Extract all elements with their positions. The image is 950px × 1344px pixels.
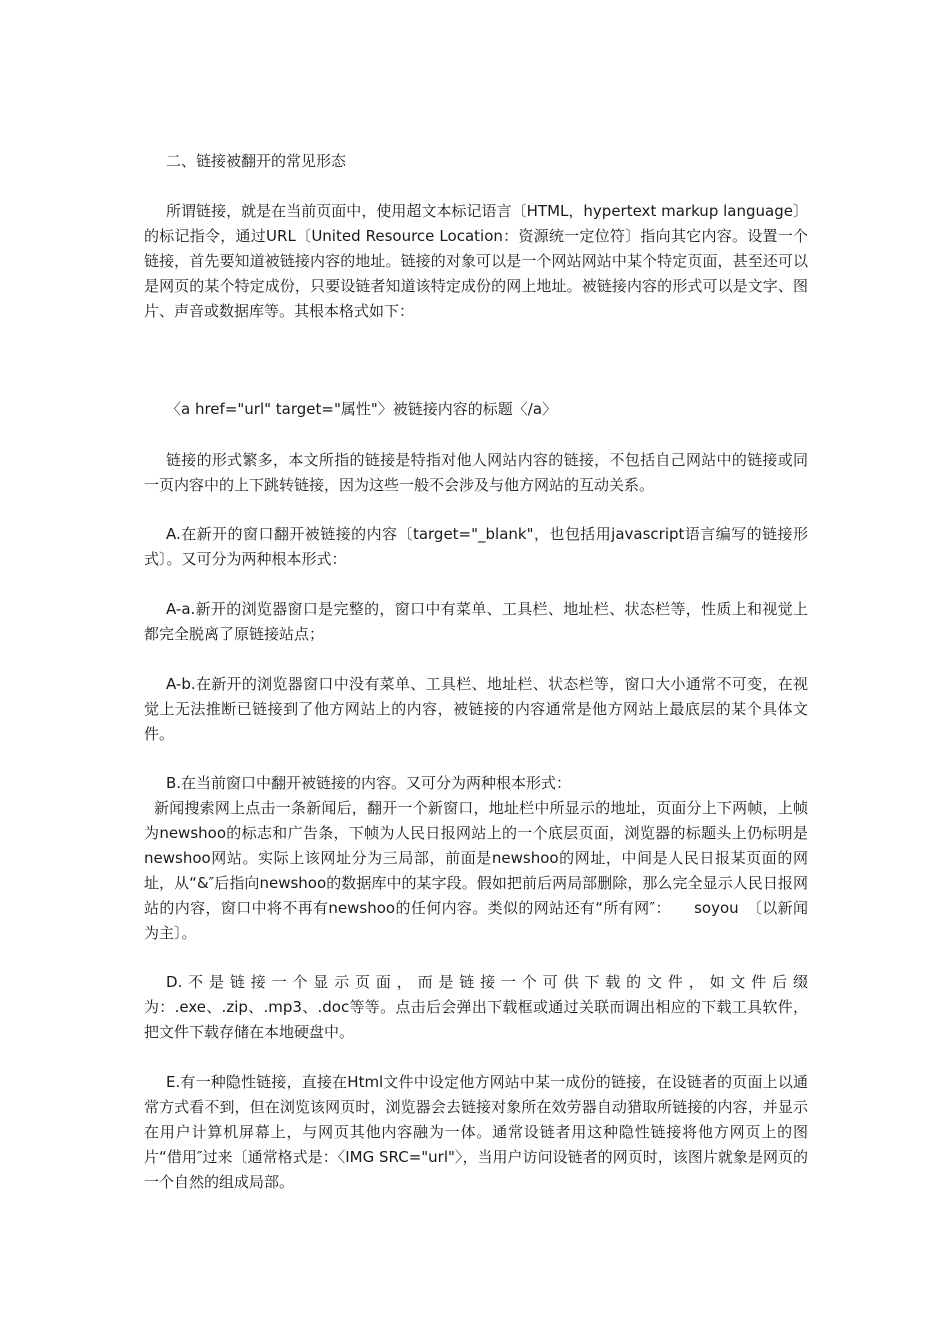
document-page — [144, 0, 808, 1344]
section-b-example-paragraph: 新闻搜索网上点击一条新闻后，翻开一个新窗口，地址栏中所显示的地址，页面分上下两帧，上帧为newshoo的标志和广告条，下帧为人民日报网站上的一个底层页面，浏览器的标题头上仍标明是newshoo网站。实际上该网址分为三局部，前面是newshoo的网址，中间是人民日报某页面的网址，从“&″后指向newshoo的数据库中的某字段。假如把前后两局部删除，那么完全显示人民日报网站的内容，窗口中将不再有newshoo的任何内容。类似的网站还有“所有网″： soyou 〔以新闻为主〕。 — [144, 799, 808, 942]
section-a-a-paragraph: A-a.新开的浏览器窗口是完整的，窗口中有菜单、工具栏、地址栏、状态栏等，性质上和视觉上都完全脱离了原链接站点； — [144, 600, 808, 643]
section-d-paragraph: D.不是链接一个显示页面，而是链接一个可供下载的文件，如文件后缀为：.exe、.zip、.mp3、.doc等等。点击后会弹出下载框或通过关联而调出相应的下载工具软件，把文件下载存储在本地硬盘中。 — [144, 973, 808, 1041]
scope-paragraph: 链接的形式繁多，本文所指的链接是特指对他人网站内容的链接，不包括自己网站中的链接或同一页内容中的上下跳转链接，因为这些一般不会涉及与他方网站的互动关系。 — [144, 451, 808, 494]
section-e-paragraph: E.有一种隐性链接，直接在Html文件中设定他方网站中某一成份的链接，在设链者的页面上以通常方式看不到，但在浏览该网页时，浏览器会去链接对象所在效劳器自动猎取所链接的内容，并显示在用户计算机屏幕上，与网页其他内容融为一体。通常设链者用这种隐性链接将他方网页上的图片“借用″过来〔通常格式是：〈IMG SRC="url"〉，当用户访问设链者的网页时，该图片就象是网页的一个自然的组成局部。 — [144, 1073, 808, 1191]
section-heading: 二、链接被翻开的常见形态 — [166, 152, 347, 170]
section-a-paragraph: A.在新开的窗口翻开被链接的内容〔target="_blank"，也包括用javascript语言编写的链接形式〕。又可分为两种根本形式： — [144, 525, 808, 568]
section-b-paragraph: B.在当前窗口中翻开被链接的内容。又可分为两种根本形式： — [166, 774, 572, 792]
intro-paragraph: 所谓链接，就是在当前页面中，使用超文本标记语言〔HTML，hypertext markup language〕的标记指令，通过URL〔United Resource Location：资源统一定位符〕指向其它内容。设置一个链接，首先要知道被链接内容的地址。链接的对象可以是一个网站网站中某个特定页面，甚至还可以是网页的某个特定成份，只要设链者知道该特定成份的网上地址。被链接内容的形式可以是文字、图片、声音或数据库等。其根本格式如下： — [144, 202, 808, 320]
code-example: 〈a href="url" target="属性"〉被链接内容的标题〈/a〉 — [166, 400, 558, 418]
section-a-b-paragraph: A-b.在新开的浏览器窗口中没有菜单、工具栏、地址栏、状态栏等，窗口大小通常不可变，在视觉上无法推断已链接到了他方网站上的内容，被链接的内容通常是他方网站上最底层的某个具体文件。 — [144, 675, 808, 743]
